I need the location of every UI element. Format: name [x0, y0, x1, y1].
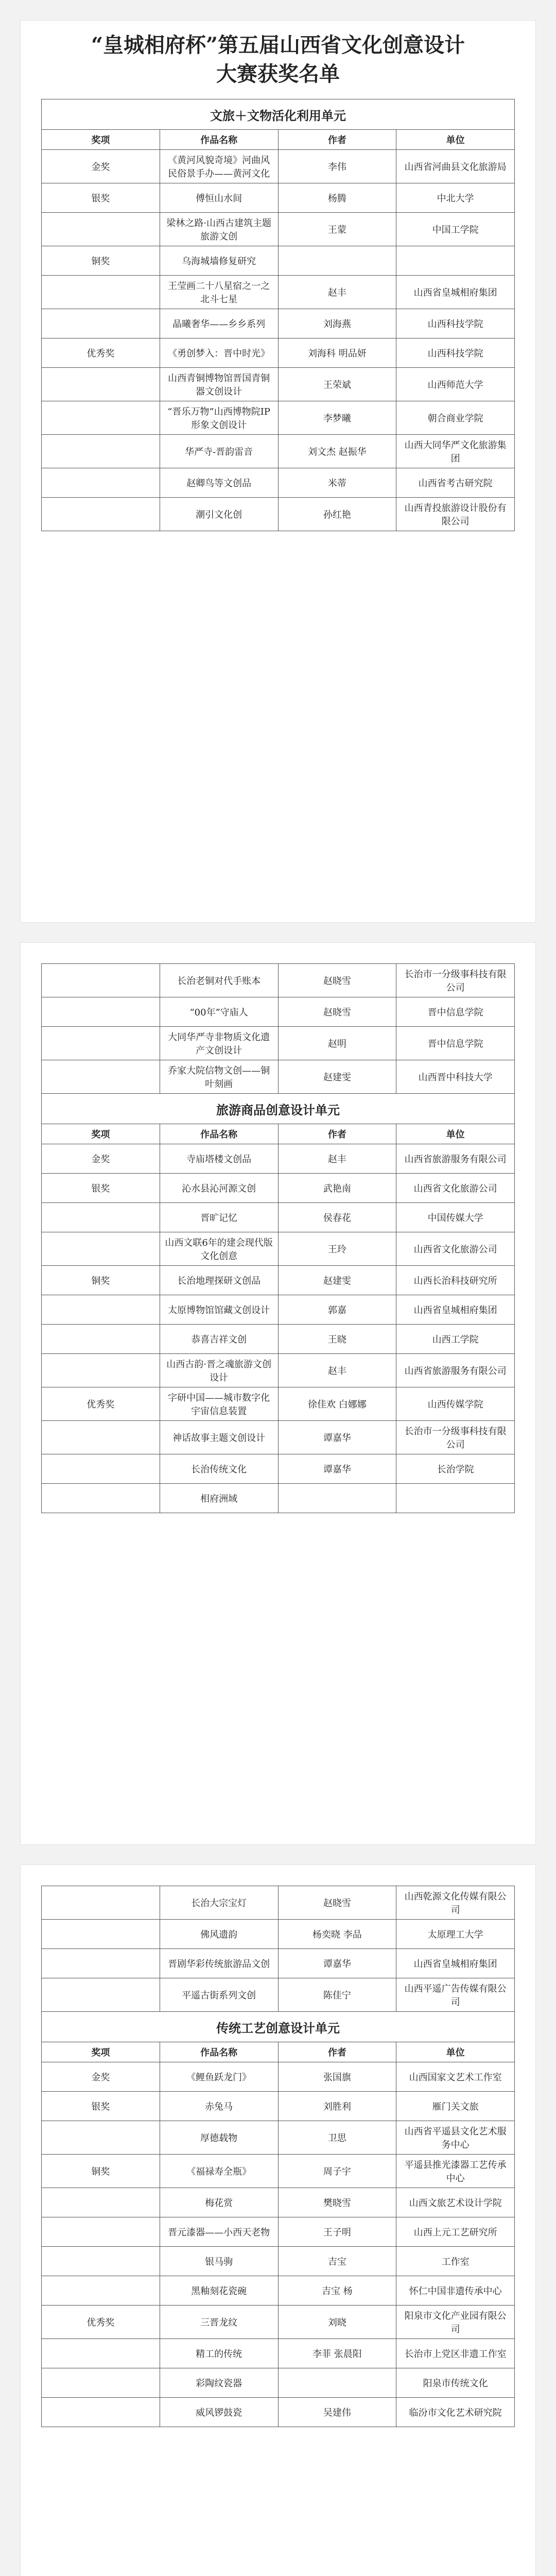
table-row	[42, 1949, 515, 1978]
cell-work: 山西青铜博物馆晋国青铜器文创设计	[160, 368, 278, 401]
awards-table-section-2	[41, 963, 515, 1513]
cell-award	[42, 1354, 160, 1387]
cell-author: 王蒙	[278, 213, 396, 246]
cell-award	[42, 1454, 160, 1484]
cell-unit: 山西省皇城相府集团	[396, 1949, 515, 1978]
table-row	[42, 338, 515, 368]
cell-author: 赵建雯	[278, 1060, 396, 1094]
cell-award: 优秀奖	[42, 1387, 160, 1421]
cell-award: 金奖	[42, 2062, 160, 2092]
cell-author: 李伟	[278, 150, 396, 183]
cell-unit: 平遥县推光漆器工艺传承中心	[396, 2155, 515, 2188]
cell-unit: 长治市一分级事科技有限公司	[396, 1421, 515, 1454]
cell-author: 武艳南	[278, 1174, 396, 1203]
page-3	[21, 1865, 535, 2576]
cell-award: 优秀奖	[42, 338, 160, 368]
cell-unit: 朝合商业学院	[396, 401, 515, 435]
cell-work: 寺庙塔楼文创品	[160, 1144, 278, 1174]
cell-award	[42, 964, 160, 997]
header-unit: 单位	[396, 130, 515, 150]
cell-unit: 山西青投旅游设计股份有限公司	[396, 498, 515, 531]
cell-work: 赤兔马	[160, 2092, 278, 2121]
cell-unit: 长治学院	[396, 1454, 515, 1484]
header-author: 作者	[278, 1124, 396, 1144]
cell-work: 沁水县沁河源文创	[160, 1174, 278, 1203]
cell-author: 孙红艳	[278, 498, 396, 531]
cell-author: 郭嘉	[278, 1295, 396, 1325]
table-row	[42, 1203, 515, 1232]
cell-award: 铜奖	[42, 246, 160, 276]
table-row	[42, 964, 515, 997]
cell-work: 傅恒山水间	[160, 183, 278, 213]
cell-unit: 晋中信息学院	[396, 997, 515, 1027]
table-row	[42, 1387, 515, 1421]
cell-work: 晶曦奢华——乡乡系列	[160, 309, 278, 338]
cell-author: 侯春花	[278, 1203, 396, 1232]
cell-work: 梅花赏	[160, 2188, 278, 2217]
cell-author: 周子宇	[278, 2155, 396, 2188]
cell-work: 《福禄寿全瓶》	[160, 2155, 278, 2188]
table-row	[42, 2276, 515, 2306]
cell-author: 樊晓雪	[278, 2188, 396, 2217]
cell-unit: 怀仁中国非遗传承中心	[396, 2276, 515, 2306]
cell-work: 平遥古街系列文创	[160, 1978, 278, 2012]
cell-work: 晋剧华彩传统旅游品文创	[160, 1949, 278, 1978]
cell-work: 神话故事主题文创设计	[160, 1421, 278, 1454]
cell-award	[42, 1949, 160, 1978]
table-row	[42, 1484, 515, 1513]
cell-award	[42, 1920, 160, 1949]
cell-author: 王晓	[278, 1325, 396, 1354]
cell-author: 刘晓	[278, 2306, 396, 2339]
header-unit: 单位	[396, 2042, 515, 2062]
cell-work: 威风锣鼓瓷	[160, 2398, 278, 2427]
header-work: 作品名称	[160, 2042, 278, 2062]
cell-unit: 山西传媒学院	[396, 1387, 515, 1421]
cell-author: 杨腾	[278, 183, 396, 213]
table-row	[42, 1354, 515, 1387]
header-award: 奖项	[42, 2042, 160, 2062]
cell-award	[42, 368, 160, 401]
cell-author: 吉宝	[278, 2247, 396, 2276]
cell-unit: 阳泉市传统文化	[396, 2368, 515, 2398]
cell-author: 卫思	[278, 2121, 396, 2155]
table-row	[42, 183, 515, 213]
cell-work: 《勇创梦入：晋中时光》	[160, 338, 278, 368]
cell-unit: 长治市上党区非遗工作室	[396, 2339, 515, 2368]
cell-unit: 中国传媒大学	[396, 1203, 515, 1232]
cell-author: 王荣斌	[278, 368, 396, 401]
cell-author: 李菲 张晨阳	[278, 2339, 396, 2368]
cell-author: 赵晓雪	[278, 997, 396, 1027]
cell-award	[42, 1886, 160, 1920]
cell-award: 银奖	[42, 183, 160, 213]
cell-work: 厚德载物	[160, 2121, 278, 2155]
cell-work: 银马驹	[160, 2247, 278, 2276]
cell-unit: 山西乾源文化传媒有限公司	[396, 1886, 515, 1920]
cell-unit: 山西省皇城相府集团	[396, 276, 515, 309]
cell-author: 赵建雯	[278, 1266, 396, 1295]
cell-award	[42, 309, 160, 338]
cell-author: 赵丰	[278, 276, 396, 309]
cell-award	[42, 1484, 160, 1513]
cell-work: 晋元漆器——小西天老物	[160, 2217, 278, 2247]
table-row	[42, 276, 515, 309]
cell-work: 恭喜吉祥文创	[160, 1325, 278, 1354]
cell-award: 银奖	[42, 2092, 160, 2121]
cell-unit: 山西文旅艺术设计学院	[396, 2188, 515, 2217]
cell-work: 大同华严寺非物质文化遗产文创设计	[160, 1027, 278, 1060]
cell-unit: 山西师范大学	[396, 368, 515, 401]
cell-award	[42, 1203, 160, 1232]
cell-award	[42, 2398, 160, 2427]
cell-author	[278, 1484, 396, 1513]
table-row	[42, 997, 515, 1027]
cell-author: 赵晓雪	[278, 1886, 396, 1920]
table-row	[42, 1232, 515, 1266]
table-row	[42, 1454, 515, 1484]
table-row	[42, 1325, 515, 1354]
table-row	[42, 2062, 515, 2092]
cell-unit: 山西省文化旅游公司	[396, 1174, 515, 1203]
table-row	[42, 2092, 515, 2121]
page-2	[21, 943, 535, 1844]
table-row	[42, 1886, 515, 1920]
cell-award: 金奖	[42, 1144, 160, 1174]
cell-award	[42, 1232, 160, 1266]
cell-work: 彩陶纹瓷器	[160, 2368, 278, 2398]
table-row	[42, 2306, 515, 2339]
cell-work: “晋乐万物”山西博物院IP形象文创设计	[160, 401, 278, 435]
table-row	[42, 1978, 515, 2012]
document-title: “皇城相府杯”第五届山西省文化创意设计	[91, 33, 465, 57]
cell-author: 谭嘉华	[278, 1454, 396, 1484]
table-row	[42, 2121, 515, 2155]
cell-author: 吴建伟	[278, 2398, 396, 2427]
cell-award	[42, 2339, 160, 2368]
cell-work: 长治老铜对代手账本	[160, 964, 278, 997]
cell-award	[42, 1060, 160, 1094]
cell-author: 王玲	[278, 1232, 396, 1266]
cell-work: “00年”守庙人	[160, 997, 278, 1027]
table-row	[42, 309, 515, 338]
cell-award	[42, 2247, 160, 2276]
table-row	[42, 468, 515, 498]
cell-unit: 雁门关文旅	[396, 2092, 515, 2121]
cell-author: 谭嘉华	[278, 1421, 396, 1454]
section-title: 文旅＋文物活化利用单元	[42, 99, 515, 130]
cell-award: 铜奖	[42, 1266, 160, 1295]
cell-award	[42, 997, 160, 1027]
cell-award: 优秀奖	[42, 2306, 160, 2339]
cell-work: 赵卿鸟等文创品	[160, 468, 278, 498]
cell-author: 杨奕晓 李品	[278, 1920, 396, 1949]
header-work: 作品名称	[160, 1124, 278, 1144]
cell-work: 梁林之路·山西古建筑主题旅游文创	[160, 213, 278, 246]
cell-author: 李梦曦	[278, 401, 396, 435]
cell-award	[42, 498, 160, 531]
cell-author: 王子明	[278, 2217, 396, 2247]
cell-unit: 工作室	[396, 2247, 515, 2276]
table-row	[42, 213, 515, 246]
cell-unit: 山西省旅游服务有限公司	[396, 1354, 515, 1387]
header-work: 作品名称	[160, 130, 278, 150]
cell-unit: 山西省皇城相府集团	[396, 1295, 515, 1325]
cell-author: 刘文杰 赵振华	[278, 435, 396, 468]
table-row	[42, 1920, 515, 1949]
cell-unit: 山西平遥广告传媒有限公司	[396, 1978, 515, 2012]
header-unit: 单位	[396, 1124, 515, 1144]
cell-work: 精工的传统	[160, 2339, 278, 2368]
cell-unit: 太原理工大学	[396, 1920, 515, 1949]
cell-award: 铜奖	[42, 2155, 160, 2188]
cell-award	[42, 1295, 160, 1325]
cell-unit: 山西科技学院	[396, 338, 515, 368]
cell-work: 佛风遗韵	[160, 1920, 278, 1949]
cell-award	[42, 2121, 160, 2155]
table-row	[42, 368, 515, 401]
section-title: 传统工艺创意设计单元	[42, 2012, 515, 2042]
cell-work: 乌海城墙修复研究	[160, 246, 278, 276]
cell-unit: 山西工学院	[396, 1325, 515, 1354]
cell-unit: 中国工学院	[396, 213, 515, 246]
table-row	[42, 1174, 515, 1203]
cell-work: 三晋龙纹	[160, 2306, 278, 2339]
table-row	[42, 1295, 515, 1325]
cell-award	[42, 1325, 160, 1354]
cell-unit: 山西省文化旅游公司	[396, 1232, 515, 1266]
cell-award	[42, 2368, 160, 2398]
cell-work: 潮引文化创	[160, 498, 278, 531]
cell-work: 长治传统文化	[160, 1454, 278, 1484]
table-row	[42, 401, 515, 435]
table-row	[42, 2368, 515, 2398]
cell-author: 陈佳宁	[278, 1978, 396, 2012]
cell-award	[42, 2276, 160, 2306]
cell-award	[42, 1978, 160, 2012]
cell-author: 赵晓雪	[278, 964, 396, 997]
header-author: 作者	[278, 130, 396, 150]
cell-unit: 长治市一分级事科技有限公司	[396, 964, 515, 997]
cell-author: 赵丰	[278, 1144, 396, 1174]
header-author: 作者	[278, 2042, 396, 2062]
cell-unit: 山西长治科技研究所	[396, 1266, 515, 1295]
cell-unit	[396, 1484, 515, 1513]
section-title: 旅游商品创意设计单元	[42, 1094, 515, 1124]
cell-award	[42, 401, 160, 435]
cell-work: 晋旷记忆	[160, 1203, 278, 1232]
cell-work: 华严寺-晋韵雷音	[160, 435, 278, 468]
cell-work: 乔家大院信物文创——铜叶刻画	[160, 1060, 278, 1094]
cell-award	[42, 2188, 160, 2217]
cell-unit: 山西国家文艺术工作室	[396, 2062, 515, 2092]
document-subtitle: 大赛获奖名单	[216, 62, 340, 86]
table-row	[42, 246, 515, 276]
cell-unit: 晋中信息学院	[396, 1027, 515, 1060]
cell-work: 字研中国——城市数字化宇宙信息装置	[160, 1387, 278, 1421]
cell-unit: 山西省旅游服务有限公司	[396, 1144, 515, 1174]
cell-unit: 临汾市文化艺术研究院	[396, 2398, 515, 2427]
cell-award	[42, 1421, 160, 1454]
page-1	[21, 21, 535, 922]
table-row	[42, 2398, 515, 2427]
cell-unit: 山西科技学院	[396, 309, 515, 338]
cell-award	[42, 213, 160, 246]
cell-work: 《黄河风貌奇境》河曲风民俗景手办——黄河文化	[160, 150, 278, 183]
table-row	[42, 1060, 515, 1094]
table-row	[42, 2188, 515, 2217]
cell-award	[42, 1027, 160, 1060]
cell-work: 王莹画二十八星宿之一之北斗七星	[160, 276, 278, 309]
cell-award	[42, 468, 160, 498]
cell-unit: 阳泉市文化产业园有限公司	[396, 2306, 515, 2339]
cell-unit: 山西省考古研究院	[396, 468, 515, 498]
table-row	[42, 2217, 515, 2247]
cell-author: 刘胜利	[278, 2092, 396, 2121]
cell-work: 《鲤鱼跃龙门》	[160, 2062, 278, 2092]
table-row	[42, 498, 515, 531]
cell-unit: 山西晋中科技大学	[396, 1060, 515, 1094]
awards-table-section-1	[41, 99, 515, 531]
cell-award	[42, 276, 160, 309]
cell-author: 米蒂	[278, 468, 396, 498]
cell-unit: 中北大学	[396, 183, 515, 213]
cell-work: 太原博物馆馆藏文创设计	[160, 1295, 278, 1325]
cell-unit	[396, 246, 515, 276]
awards-table-section-3	[41, 1886, 515, 2427]
table-row	[42, 2339, 515, 2368]
table-row	[42, 1421, 515, 1454]
cell-unit: 山西省河曲县文化旅游局	[396, 150, 515, 183]
cell-author	[278, 246, 396, 276]
cell-author	[278, 2368, 396, 2398]
table-row	[42, 1144, 515, 1174]
cell-author: 吉宝 杨	[278, 2276, 396, 2306]
cell-work: 长治大宗宝灯	[160, 1886, 278, 1920]
cell-award: 金奖	[42, 150, 160, 183]
table-row	[42, 150, 515, 183]
cell-work: 山西古韵·晋之魂旅游文创设计	[160, 1354, 278, 1387]
cell-award	[42, 435, 160, 468]
cell-work: 长治地理探研文创品	[160, 1266, 278, 1295]
header-award: 奖项	[42, 130, 160, 150]
table-row	[42, 435, 515, 468]
cell-author: 刘海燕	[278, 309, 396, 338]
cell-work: 山西文联6年的建会现代版文化创意	[160, 1232, 278, 1266]
cell-unit: 山西上元工艺研究所	[396, 2217, 515, 2247]
cell-unit: 山西大同华严文化旅游集团	[396, 435, 515, 468]
table-row	[42, 1027, 515, 1060]
cell-work: 黑釉刻花瓷碗	[160, 2276, 278, 2306]
cell-unit: 山西省平遥县文化艺术服务中心	[396, 2121, 515, 2155]
cell-author: 徐佳欢 白娜娜	[278, 1387, 396, 1421]
cell-award: 银奖	[42, 1174, 160, 1203]
cell-author: 谭嘉华	[278, 1949, 396, 1978]
cell-author: 张国旗	[278, 2062, 396, 2092]
table-row	[42, 1266, 515, 1295]
cell-author: 赵明	[278, 1027, 396, 1060]
cell-author: 赵丰	[278, 1354, 396, 1387]
header-award: 奖项	[42, 1124, 160, 1144]
table-row	[42, 2247, 515, 2276]
cell-award	[42, 2217, 160, 2247]
cell-work: 相府洲域	[160, 1484, 278, 1513]
cell-author: 刘海科 明品妍	[278, 338, 396, 368]
table-row	[42, 2155, 515, 2188]
